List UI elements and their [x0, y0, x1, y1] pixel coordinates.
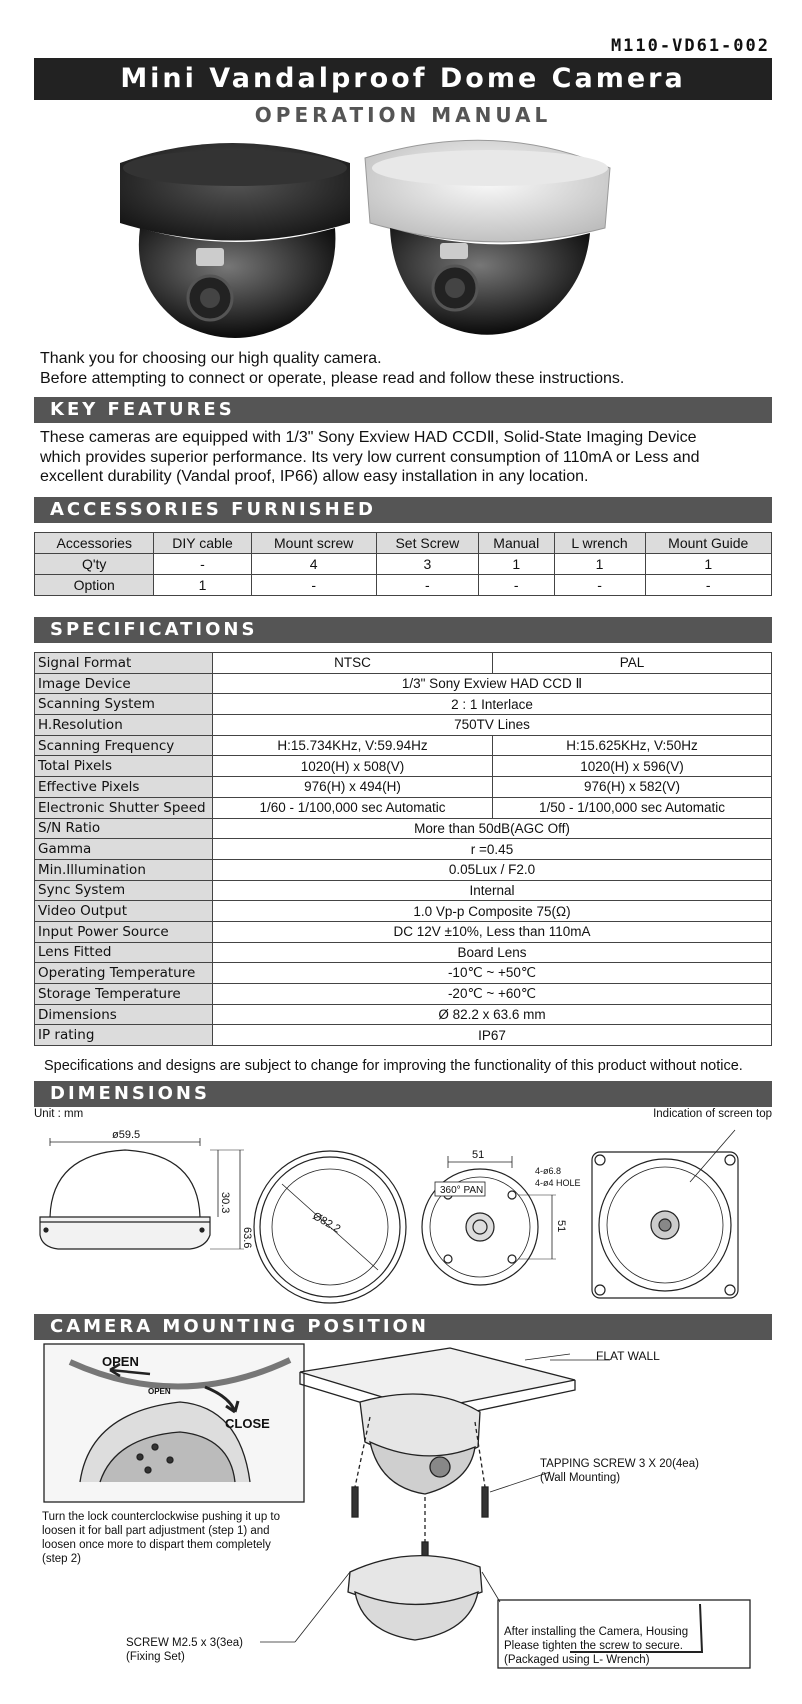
white-dome-camera — [365, 140, 610, 335]
spec-label: H.Resolution — [35, 715, 213, 736]
table-header-cell: Accessories — [35, 533, 154, 554]
top-view-drawing — [592, 1130, 738, 1298]
spec-value: r =0.45 — [213, 839, 772, 860]
table-cell: Option — [35, 575, 154, 596]
table-header-cell: Mount Guide — [645, 533, 771, 554]
key-features-heading: KEY FEATURES — [34, 397, 772, 423]
open-label: OPEN — [102, 1354, 139, 1369]
spec-label: Scanning Frequency — [35, 735, 213, 756]
open-small-label: OPEN — [148, 1387, 171, 1396]
table-row — [35, 777, 772, 798]
spec-label: Storage Temperature — [35, 984, 213, 1005]
dim-base-width: 51 — [472, 1149, 485, 1161]
spec-value: 750TV Lines — [213, 715, 772, 736]
product-photo — [110, 128, 670, 346]
spec-value: Board Lens — [213, 942, 772, 963]
spec-value: More than 50dB(AGC Off) — [213, 818, 772, 839]
spec-label: Sync System — [35, 880, 213, 901]
specifications-heading: SPECIFICATIONS — [34, 617, 772, 643]
table-header-cell: L wrench — [554, 533, 645, 554]
table-row — [35, 859, 772, 880]
table-row — [35, 1025, 772, 1046]
table-cell: 1 — [554, 554, 645, 575]
screen-top-label: Indication of screen top — [653, 1108, 772, 1120]
table-cell: - — [554, 575, 645, 596]
table-cell: 4 — [251, 554, 376, 575]
table-row — [35, 963, 772, 984]
document-subtitle: OPERATION MANUAL — [254, 103, 552, 127]
table-row — [35, 533, 772, 554]
dimensions-heading: DIMENSIONS — [34, 1081, 772, 1107]
spec-value: Ø 82.2 x 63.6 mm — [213, 1004, 772, 1025]
table-row — [35, 901, 772, 922]
screw-label: SCREW M2.5 x 3(3ea) — [126, 1637, 243, 1649]
tapping-screw-note: (Wall Mounting) — [540, 1472, 621, 1484]
unit-label: Unit : mm — [34, 1108, 84, 1120]
spec-value: Internal — [213, 880, 772, 901]
screw-note: (Fixing Set) — [126, 1651, 185, 1663]
table-cell: - — [376, 575, 478, 596]
table-row — [35, 554, 772, 575]
spec-value-pal: H:15.625KHz, V:50Hz — [493, 735, 772, 756]
spec-value-ntsc: NTSC — [213, 653, 493, 674]
table-row — [35, 797, 772, 818]
spec-value-pal: 1020(H) x 596(V) — [493, 756, 772, 777]
document-title: Mini Vandalproof Dome Camera — [34, 58, 772, 100]
table-row — [35, 1004, 772, 1025]
table-row — [35, 880, 772, 901]
table-cell: - — [251, 575, 376, 596]
spec-label: Min.Illumination — [35, 859, 213, 880]
after-install-line: After installing the Camera, Housing — [504, 1626, 689, 1638]
intro-text — [40, 349, 770, 389]
table-row — [35, 715, 772, 736]
dim-base-height: 51 — [555, 1220, 567, 1233]
spec-label: Effective Pixels — [35, 777, 213, 798]
turn-instruction-line: loosen once more to dispart them completely — [42, 1539, 271, 1551]
turn-instruction-line: (step 2) — [42, 1553, 81, 1565]
accessories-heading: ACCESSORIES FURNISHED — [34, 497, 772, 523]
spec-label: Electronic Shutter Speed — [35, 797, 213, 818]
table-row — [35, 942, 772, 963]
spec-value-pal: 1/50 - 1/100,000 sec Automatic — [493, 797, 772, 818]
mounting-drawing — [30, 1342, 774, 1672]
specifications-table — [34, 652, 772, 1046]
specifications-notice: Specifications and designs are subject to change for improving the functionality of this product without notice. — [44, 1058, 743, 1074]
spec-label: Operating Temperature — [35, 963, 213, 984]
turn-instruction-line: Turn the lock counterclockwise pushing it up to — [42, 1511, 281, 1523]
table-row — [35, 756, 772, 777]
table-cell: - — [478, 575, 554, 596]
spec-value: 1/3" Sony Exview HAD CCD Ⅱ — [213, 673, 772, 694]
table-header-cell: Manual — [478, 533, 554, 554]
table-row — [35, 839, 772, 860]
dimensions-drawing — [30, 1122, 774, 1308]
table-row — [35, 984, 772, 1005]
table-cell: Q'ty — [35, 554, 154, 575]
spec-value: 2 : 1 Interlace — [213, 694, 772, 715]
table-cell: 1 — [154, 575, 251, 596]
model-number: M110-VD61-002 — [610, 36, 770, 56]
spec-value: 0.05Lux / F2.0 — [213, 859, 772, 880]
spec-value: -10℃ ~ +50℃ — [213, 963, 772, 984]
table-header-cell: Set Screw — [376, 533, 478, 554]
spec-label: S/N Ratio — [35, 818, 213, 839]
spec-value: -20℃ ~ +60℃ — [213, 984, 772, 1005]
dim-ring-diameter: Ø82.2 — [310, 1210, 343, 1236]
intro-line-1: Thank you for choosing our high quality camera. — [40, 350, 382, 367]
spec-value-ntsc: 1020(H) x 508(V) — [213, 756, 493, 777]
accessories-table — [34, 532, 772, 596]
table-cell: 3 — [376, 554, 478, 575]
spec-label: Total Pixels — [35, 756, 213, 777]
spec-label: Scanning System — [35, 694, 213, 715]
black-dome-camera — [120, 143, 350, 338]
spec-label: Signal Format — [35, 653, 213, 674]
key-features-line: These cameras are equipped with 1/3" Sony Exview HAD CCDⅡ, Solid-State Imaging Device — [40, 429, 697, 446]
table-row — [35, 818, 772, 839]
mounting-heading: CAMERA MOUNTING POSITION — [34, 1314, 772, 1340]
close-label: CLOSE — [225, 1416, 270, 1431]
tapping-screw-label: TAPPING SCREW 3 X 20(4ea) — [540, 1458, 699, 1470]
intro-line-2: Before attempting to connect or operate, please read and follow these instructions. — [40, 370, 625, 387]
table-header-cell: DIY cable — [154, 533, 251, 554]
spec-value-ntsc: 1/60 - 1/100,000 sec Automatic — [213, 797, 493, 818]
dim-hole-2: 4-ø4 HOLE — [535, 1178, 581, 1188]
spec-value-ntsc: 976(H) x 494(H) — [213, 777, 493, 798]
spec-value-ntsc: H:15.734KHz, V:59.94Hz — [213, 735, 493, 756]
table-cell: 1 — [645, 554, 771, 575]
spec-value: 1.0 Vp-p Composite 75(Ω) — [213, 901, 772, 922]
dim-top-diameter: ø59.5 — [112, 1129, 141, 1141]
dim-hole-1: 4-ø6.8 — [535, 1166, 562, 1176]
table-row — [35, 653, 772, 674]
table-row — [35, 694, 772, 715]
dim-dome-height: 30.3 — [219, 1192, 231, 1214]
table-cell: - — [645, 575, 771, 596]
pan-label: 360° PAN — [440, 1185, 484, 1196]
spec-label: IP rating — [35, 1025, 213, 1046]
spec-label: Lens Fitted — [35, 942, 213, 963]
spec-label: Image Device — [35, 673, 213, 694]
key-features-text — [40, 428, 770, 487]
key-features-line: excellent durability (Vandal proof, IP66) allow easy installation in any location. — [40, 468, 589, 485]
spec-value: DC 12V ±10%, Less than 110mA — [213, 921, 772, 942]
turn-instruction-line: loosen it for ball part adjustment (step 1) and — [42, 1525, 270, 1537]
spec-label: Video Output — [35, 901, 213, 922]
flat-wall-label: FLAT WALL — [596, 1349, 660, 1363]
table-row — [35, 735, 772, 756]
table-row — [35, 575, 772, 596]
table-row — [35, 673, 772, 694]
spec-value-pal: 976(H) x 582(V) — [493, 777, 772, 798]
dim-total-height: 63.6 — [241, 1227, 253, 1249]
after-install-line: Please tighten the screw to secure. — [504, 1640, 683, 1652]
spec-label: Gamma — [35, 839, 213, 860]
spec-value-pal: PAL — [493, 653, 772, 674]
spec-label: Input Power Source — [35, 921, 213, 942]
after-install-line: (Packaged using L- Wrench) — [504, 1654, 650, 1666]
table-header-cell: Mount screw — [251, 533, 376, 554]
table-cell: - — [154, 554, 251, 575]
table-row — [35, 921, 772, 942]
spec-value: IP67 — [213, 1025, 772, 1046]
table-cell: 1 — [478, 554, 554, 575]
side-view-drawing — [40, 1138, 244, 1249]
spec-label: Dimensions — [35, 1004, 213, 1025]
key-features-line: which provides superior performance. Its very low current consumption of 110mA or Less and — [40, 448, 700, 466]
